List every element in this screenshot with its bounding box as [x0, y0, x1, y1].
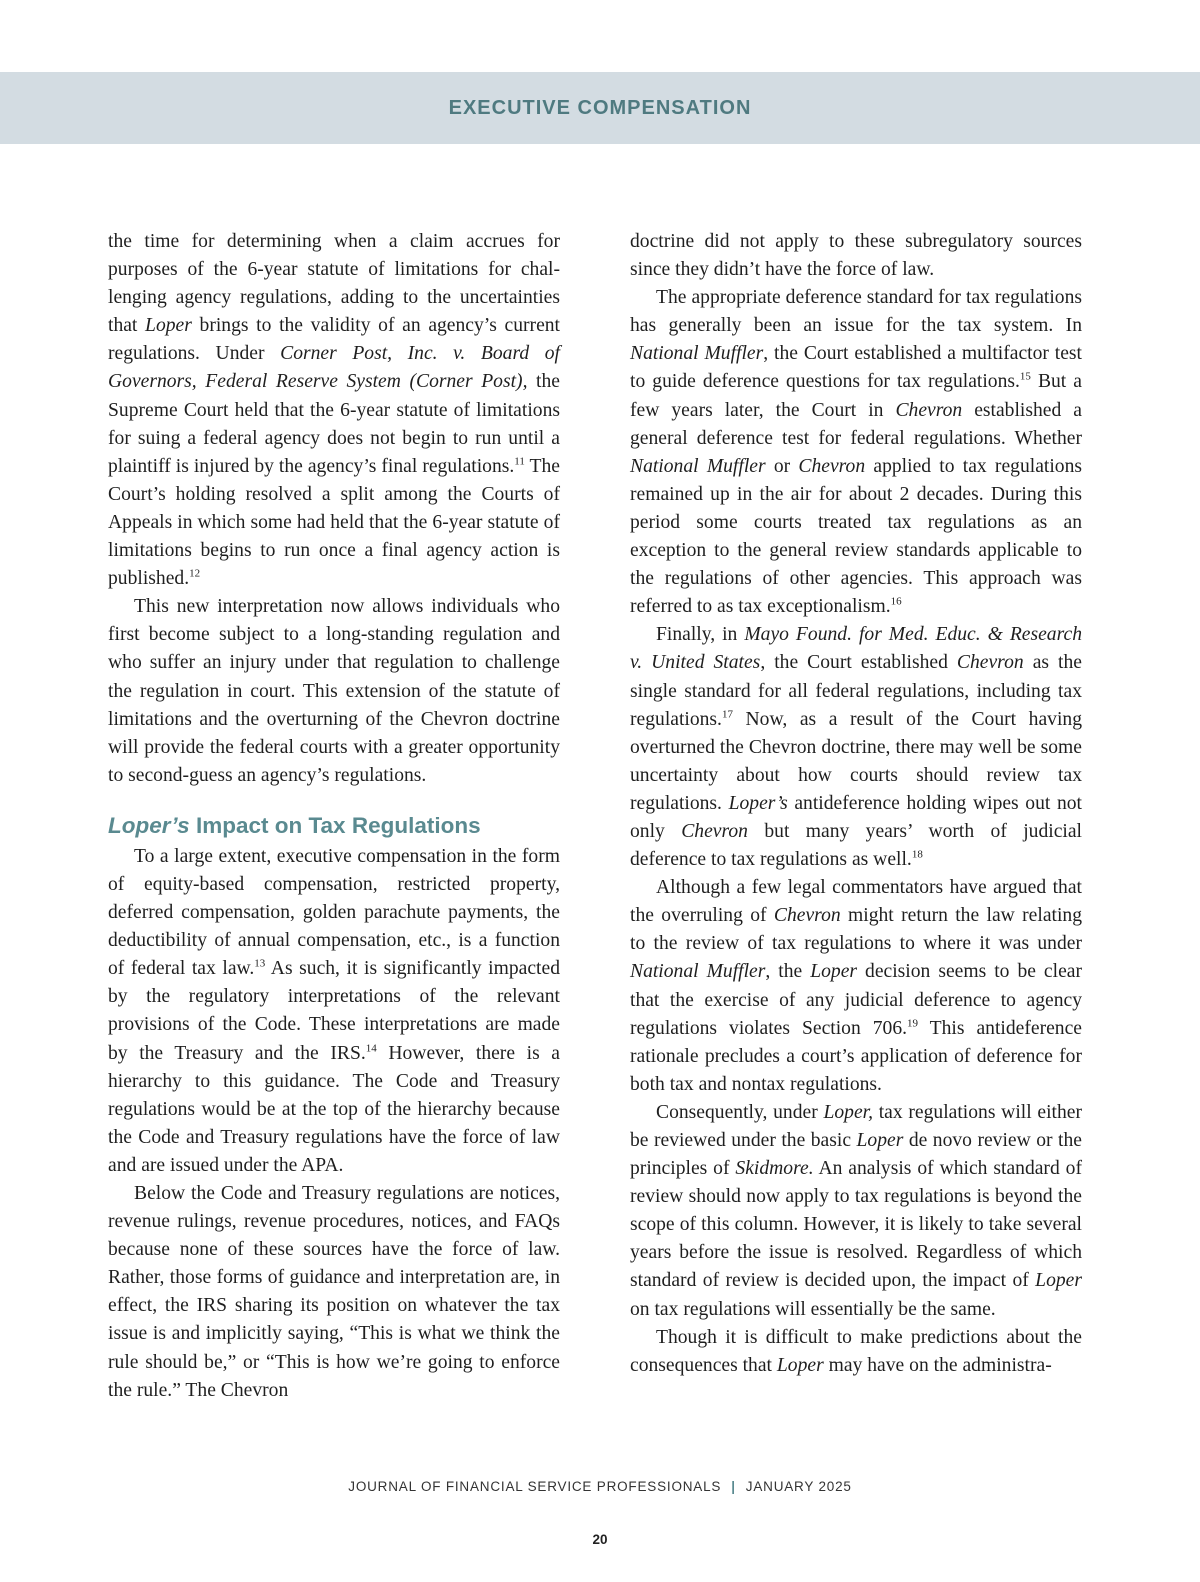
left-column — [108, 228, 560, 1405]
footnote-ref: 18 — [911, 848, 923, 861]
footnote-ref: 15 — [1019, 370, 1031, 383]
case-name: National Muffler — [630, 961, 766, 983]
case-name: Loper — [856, 1130, 904, 1151]
page-number: 20 — [592, 1532, 608, 1547]
section-heading: Loper’s Impact on Tax Regulations — [108, 812, 481, 838]
case-name: Loper, — [823, 1101, 873, 1123]
case-name: Chevron — [895, 399, 963, 421]
paragraph: Although a few legal commentators have argued that the overruling of Chevron might return the law relating to the review of tax regulations to where it was under National Muffler, the Loper decision seems to be clear that the exercise of any judicial deference to agency regulations violates Section 706.19 This antideference rationale precludes a court’s application of deference for both tax and nontax regulations. — [630, 877, 1082, 1095]
case-name: Chevron — [956, 652, 1024, 674]
issue-date: JANUARY 2025 — [745, 1479, 852, 1494]
footnote-ref: 19 — [907, 1017, 919, 1030]
footnote-ref: 14 — [365, 1042, 377, 1054]
section-title: EXECUTIVE COMPENSATION — [448, 96, 752, 119]
case-name: National Muffler — [630, 343, 764, 365]
paragraph: Finally, in Mayo Found. for Med. Educ. & Research v. United States, the Court established Chevron as the single standard for all federal regulations, including tax regulations.$^{17}$ Now, as a result of the Court having overturned the Chevron doctrine, there may well be some uncertainty about how courts should review tax regulations. Loper’s antideference holding wipes out not only Chevron but many years’ worth of judicial deference to tax regulations as well.$^{18}$ — [630, 624, 1083, 871]
case-name: Chevron — [773, 905, 841, 927]
right-column — [630, 228, 1082, 1380]
paragraph: This new interpretation now allows individuals who first become subject to a long-standing regulation and who suffer an injury under that regulation to challenge the regulation in court. This extension of the statute of limitations and the overturning of the Chevron doctrine will provide the federal courts with a greater opportunity to second-guess an agency’s regulations. — [108, 596, 560, 786]
footer-separator: | — [731, 1479, 736, 1494]
case-name: Mayo Found. for Med. Educ. & Research v. United States — [630, 624, 1082, 674]
footer-journal-line — [0, 1479, 1200, 1494]
case-name: Loper — [1035, 1270, 1082, 1292]
case-name: Chevron — [798, 455, 866, 477]
case-name: Skidmore. — [735, 1158, 814, 1180]
footnote-ref: 13 — [254, 957, 266, 970]
paragraph: The appropriate deference standard for tax regulations has generally been an issue for the tax system. In National Muffler, the Court established a multifactor test to guide deference questions for tax regulations.$^{15}$ But a few years later, the Court in Chevron established a general deference test for federal regulations. Whether National Muffler or Chevron applied to tax regulations remained up in the air for about 2 decades. During this period some courts treated tax regulations as an exception to the general review standards applicable to the regulations of other agencies. This approach was referred to as tax exceptionalism.$^{16}$ — [630, 287, 1082, 618]
case-name: Loper’s — [728, 792, 788, 814]
paragraph: Below the Code and Treasury regulations are notices, revenue rulings, revenue procedures, notices, and FAQs because none of these sources have the force of law. Rather, those forms of guidance and interpretation are, in effect, the IRS sharing its position on whatever the tax issue is and implicitly saying, “This is what we think the rule should be,” or “This is how we’re going to enforce the rule.” The Chevron — [108, 1183, 560, 1401]
paragraph: Consequently, under Loper, tax regulations will either be reviewed under the basic Loper de novo review or the principles of Skidmore. An analysis of which standard of review should now apply to tax regulations is beyond the scope of this column. However, it is likely to take several years before the issue is resolved. Regardless of which standard of review is decided upon, the impact of Loper on tax regulations will essentially be the same. — [630, 1101, 1082, 1320]
case-name: Loper — [145, 315, 192, 337]
case-name: Loper — [810, 961, 858, 983]
journal-name: JOURNAL OF FINANCIAL SERVICE PROFESSIONALS — [348, 1479, 722, 1494]
paragraph: Though it is difficult to make predictions about the consequences that Loper may have on the administra- — [630, 1326, 1082, 1376]
case-name: Loper — [776, 1354, 824, 1376]
case-name: National Muffler — [630, 455, 766, 477]
paragraph: To a large extent, executive compensation in the form of equity-based compensation, restricted property, deferred compensation, golden parachute payments, the deductibility of annual compensation, etc., is a function of federal tax law.$^{13}$ As such, it is significantly impacted by the regulatory interpretations of the relevant provisions of the Code. These interpretations are made by the Treasury and the IRS.$^{14}$ However, there is a hierarchy to this guidance. The Code and Treasury regulations would be at the top of the hierarchy because the Code and Treasury regulations have the force of law and are issued under the APA. — [108, 845, 560, 1176]
case-name: Corner Post, Inc. v. Board of Governors, Federal Reserve System (Corner Post), — [108, 343, 560, 393]
footnote-ref: 16 — [890, 595, 902, 608]
footnote-ref: 11 — [514, 455, 525, 468]
paragraph: the time for determining when a claim accrues for purposes of the 6-year statute of limitations for challenging agency regulations, adding to the uncertainties that Loper brings to the validity of an agency’s current regulations. Under Corner Post, Inc. v. Board of Governors, Federal Reserve System (Corner Post), the Supreme Court held that the 6-year statute of limitations for suing a federal agency does not begin to run until a plaintiff is injured by the agency’s final regulations.$^{11}$ The Court’s holding resolved a split among the Courts of Appeals in which some had held that the 6-year statute of limitations begins to run once a final agency action is published.$^{12}$ — [108, 231, 561, 590]
case-name: Chevron — [681, 820, 748, 842]
section-header-band — [0, 72, 1200, 144]
footnote-ref: 12 — [189, 567, 201, 580]
paragraph: doctrine did not apply to these subregulatory sources since they didn’t have the force of law. — [630, 231, 1082, 281]
footnote-ref: 17 — [721, 708, 733, 721]
